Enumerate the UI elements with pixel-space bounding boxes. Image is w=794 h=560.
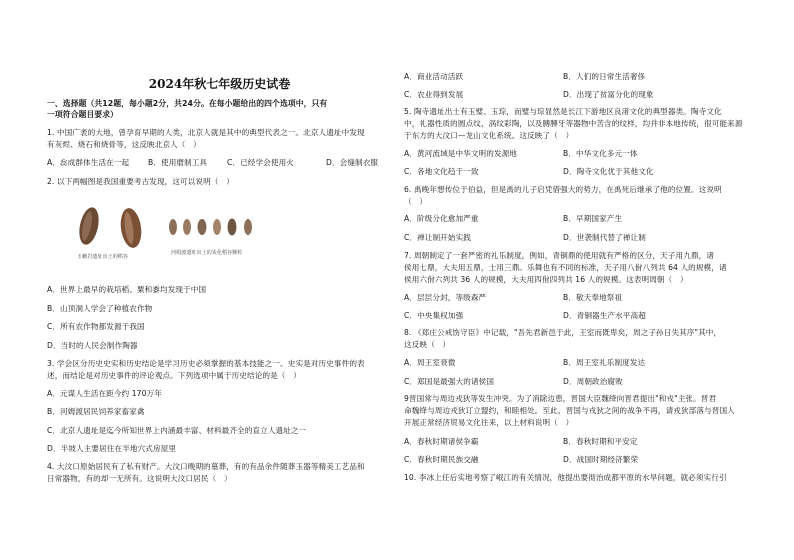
question-10-stem: 10. 李冰上任后实地考察了岷江的有关情况，他提出要彻治成都平原的水旱问题，就必须实行引 — [404, 473, 727, 482]
question-4-stem-cont: 日常器物，有的却一无所有。这说明大汶口居民（ ） — [47, 474, 232, 483]
rice-grains-image — [69, 202, 159, 252]
question-7-stem: 7. 周朝制定了一套严密的礼乐制度，例如，青铜鼎的使用就有严格的区分，天子用九鼎，诸 — [404, 251, 715, 260]
section-heading-cont: 一项符合题目要求） — [47, 110, 119, 119]
question-5-stem: 5. 陶寺遗址出土有玉璧、玉琮，而璧与琮显然是长江下游地区良渚文化的典型器类。陶寺文化 — [404, 107, 722, 116]
rice-grain-figure-right — [165, 212, 265, 242]
question-8-option-b: B．周王室礼乐制度发达 — [563, 358, 646, 367]
question-5-option-d: D．陶寺文化优于其他文化 — [563, 167, 654, 176]
question-9-stem-cont2: 开展正常经济贸易文化往来，以上材料说明（ ） — [404, 418, 574, 427]
question-6-option-a: A．阶级分化愈加严重 — [404, 214, 479, 223]
question-5-stem-cont2: 于东方的大汶口—龙山文化系统。这反映了（ ） — [404, 131, 574, 140]
question-3-stem: 3. 学会区分历史史实和历史结论是学习历史必须掌握的基本技能之一。史实是对历史事件的表 — [47, 359, 365, 368]
question-6-option-c: C．禅让制开始实践 — [404, 233, 471, 242]
question-2-option-d: D．当时的人民会制作陶器 — [47, 341, 138, 350]
question-2-stem: 2. 以下两幅图是我国重要考古发现，这可以说明（ ） — [47, 177, 234, 186]
question-8-stem-cont: 这反映（ ） — [404, 340, 451, 349]
question-7-stem-cont1: 侯用七鼎，大夫用五鼎，士用三鼎。乐舞也有不同的标准，天子用八佾八列共 64 人的规模，诸 — [404, 263, 727, 272]
question-7-option-d: D．青铜器生产水平高超 — [563, 311, 646, 320]
question-4-option-c: C．农业得到发展 — [404, 90, 464, 99]
question-6-option-b: B．早期国家产生 — [563, 214, 623, 223]
question-3-option-a: A．元谋人生活在距今约 170万年 — [47, 389, 162, 398]
question-2-option-b: B．山顶洞人学会了种植农作物 — [47, 304, 153, 313]
question-9-stem-cont1: 命魏绛与周边戎狄订立盟约，和睦相处。至此，晋国与戎狄之间的战争不再，请戎狄部落与晋国人 — [404, 406, 735, 415]
question-4-stem: 4. 大汶口原始居民有了私有财产。大汶口晚期的墓葬，有的有品余件随葬玉器等精美工艺品和 — [47, 462, 365, 471]
question-9-option-c: C．春秋时期民族交融 — [404, 455, 479, 464]
question-1-stem: 1. 中国广袤的大地，曾孕育早期的人类，北京人就是其中的典型代表之一。北京人遗址中发现 — [47, 128, 365, 137]
question-7-option-b: B．敬天奉地祭祖 — [563, 293, 623, 302]
question-8-stem: 8. 《郑庄公戒饬守臣》中记载，"吾先君新邑于此，王室而既卑矣，周之子孙日失其序"其中， — [404, 328, 722, 337]
question-8-option-c: C．郑国是最强大的诸侯国 — [404, 377, 495, 386]
question-9-option-a: A．春秋时期诸侯争霸 — [404, 437, 479, 446]
question-3-option-b: B．河姆渡居民饲养家畜家禽 — [47, 407, 145, 416]
question-3-option-d: D．半坡人主要居住在半地穴式房屋里 — [47, 444, 177, 453]
figure-caption-left: 玉蟾岩遗址出土的稻谷 — [77, 254, 129, 260]
question-1-option-d: D．会缝制衣服 — [326, 158, 379, 167]
question-1-option-a: A．惢成群体生活在一起 — [47, 158, 130, 167]
question-6-stem-cont: （ ） — [404, 197, 428, 206]
question-5-option-a: A．黄河流域是中华文明的发源地 — [404, 149, 518, 158]
question-8-option-a: A．周王室衰微 — [404, 358, 456, 367]
rice-grain-figure-left — [69, 202, 159, 252]
question-2-option-c: C．所有农作物都发源于我国 — [47, 322, 145, 331]
figure-caption-right: 河姆渡遗址出土的炭化稻谷颗粒 — [171, 250, 243, 256]
question-9-option-d: D．战国时期经济繁荣 — [563, 455, 639, 464]
question-7-option-c: C．中央集权加强 — [404, 311, 464, 320]
question-5-option-b: B．中华文化多元一体 — [563, 149, 638, 158]
question-5-option-c: C．各地文化趋于一致 — [404, 167, 479, 176]
question-8-option-d: D．周朝政治腐败 — [563, 377, 623, 386]
question-2-option-a: A．世界上最早的栽培稻、粟和黍均发现于中国 — [47, 285, 207, 294]
question-3-stem-cont: 述，而结论是对历史事件的评论观点。下列选项中属于历史结论的是（ ） — [47, 371, 301, 380]
page-title: 2024年秋七年级历史试卷 — [148, 77, 291, 91]
question-5-stem-cont1: 中，礼器性质的圆点纹、涡纹彩陶，以及膊膊牙等器物中苦含的纹样，均并非本地传统，很可能来源 — [404, 119, 743, 128]
question-9-stem: 9晋国常与周边戎狄等发生冲突。为了消除边患，晋国大臣魏绛向晋君提出"和戎"主张。晋君 — [404, 394, 717, 403]
question-7-option-a: A．层层分封，等级森严 — [404, 293, 487, 302]
question-1-option-c: C．已经学会使用火 — [227, 158, 294, 167]
section-heading: 一、选择题（共12题，每小题2分，共24分。在每小题给出的四个选项中，只有 — [47, 99, 328, 108]
carbonized-rice-image — [165, 212, 265, 242]
question-9-option-b: B．春秋时期和平安定 — [563, 437, 638, 446]
question-1-option-b: B．使用磨制工具 — [148, 158, 208, 167]
question-6-stem: 6. 禹晚年想传位于伯益，但是禹的儿子启凭借强大的势力，在禹死后继承了他的位置。这说明 — [404, 185, 722, 194]
question-4-option-b: B．人们的日常生活奢侈 — [563, 72, 646, 81]
question-4-option-d: D．出现了贫富分化的现象 — [563, 90, 654, 99]
question-4-option-a: A．商业活动活跃 — [404, 72, 464, 81]
question-6-option-d: D．世袭制代替了禅让制 — [563, 233, 646, 242]
question-3-option-c: C．北京人遗址是迄今所知世界上内涵最丰富、材料最齐全的直立人遗址之一 — [47, 426, 307, 435]
question-7-stem-cont2: 侯用六佾六列共 36 人的规模，大夫用四佾四列共 16 人的规模。这表明周朝（ ） — [404, 275, 688, 284]
question-1-stem-cont: 有灰烬、烧石和烧骨等，这反映北京人（ ） — [47, 140, 201, 149]
